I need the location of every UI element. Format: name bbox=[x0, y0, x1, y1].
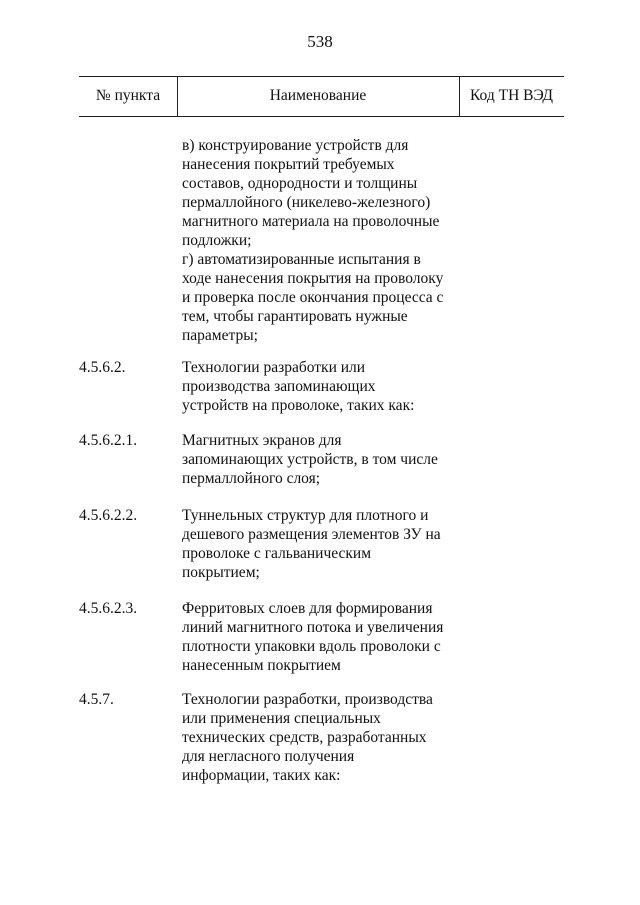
item-number: 4.5.6.2.3. bbox=[79, 600, 138, 617]
item-text-line: устройств на проволоке, таких как: bbox=[182, 397, 415, 414]
item-text-line: или применения специальных bbox=[182, 710, 381, 727]
item-text-line: нанесения покрытий требуемых bbox=[182, 156, 395, 173]
item-number: 4.5.7. bbox=[79, 691, 114, 708]
item-number: 4.5.6.2.2. bbox=[79, 507, 138, 524]
item-text-line: подложки; bbox=[182, 232, 252, 249]
item-text-line: плотности упаковки вдоль проволоки с bbox=[182, 638, 441, 655]
item-text-line: Магнитных экранов для bbox=[182, 432, 342, 449]
item-number: 4.5.6.2. bbox=[79, 359, 126, 376]
item-text-line: магнитного материала на проволочные bbox=[182, 213, 440, 230]
item-text-line: г) автоматизированные испытания в bbox=[182, 251, 421, 268]
item-text-line: составов, однородности и толщины bbox=[182, 175, 418, 192]
item-text-line: Технологии разработки, производства bbox=[182, 691, 433, 708]
item-text-line: ходе нанесения покрытия на проволоку bbox=[182, 270, 444, 287]
item-text-line: технических средств, разработанных bbox=[182, 729, 427, 746]
item-text-line: в) конструирование устройств для bbox=[182, 137, 409, 154]
item-text-line: тем, чтобы гарантировать нужные bbox=[182, 308, 408, 325]
item-text-line: информации, таких как: bbox=[182, 767, 341, 784]
header-rule-top bbox=[79, 76, 564, 77]
item-text-line: пермаллойного (никелево-железного) bbox=[182, 194, 431, 211]
item-text-line: Туннельных структур для плотного и bbox=[182, 507, 429, 524]
header-rule-bottom bbox=[79, 116, 564, 117]
item-number: 4.5.6.2.1. bbox=[79, 432, 138, 449]
page-number: 538 bbox=[307, 32, 333, 51]
item-text-line: и проверка после окончания процесса с bbox=[182, 289, 444, 306]
item-text-line: запоминающих устройств, в том числе bbox=[182, 451, 438, 468]
item-text-line: пермаллойного слоя; bbox=[182, 470, 321, 487]
item-text-line: Ферритовых слоев для формирования bbox=[182, 600, 433, 617]
item-text-line: производства запоминающих bbox=[182, 378, 376, 395]
item-text-line: для негласного получения bbox=[182, 748, 355, 765]
item-text-line: покрытием; bbox=[182, 564, 260, 581]
item-text-line: параметры; bbox=[182, 327, 258, 344]
item-text-line: линий магнитного потока и увеличения bbox=[182, 619, 444, 636]
header-item-number: № пункта bbox=[95, 87, 161, 104]
item-text-line: дешевого размещения элементов ЗУ на bbox=[182, 526, 441, 543]
header-name: Наименование bbox=[269, 87, 367, 104]
item-text-line: Технологии разработки или bbox=[182, 359, 366, 376]
header-code: Код ТН ВЭД bbox=[469, 87, 553, 104]
item-text-line: нанесенным покрытием bbox=[182, 657, 341, 674]
item-text-line: проволоке с гальваническим bbox=[182, 545, 372, 562]
